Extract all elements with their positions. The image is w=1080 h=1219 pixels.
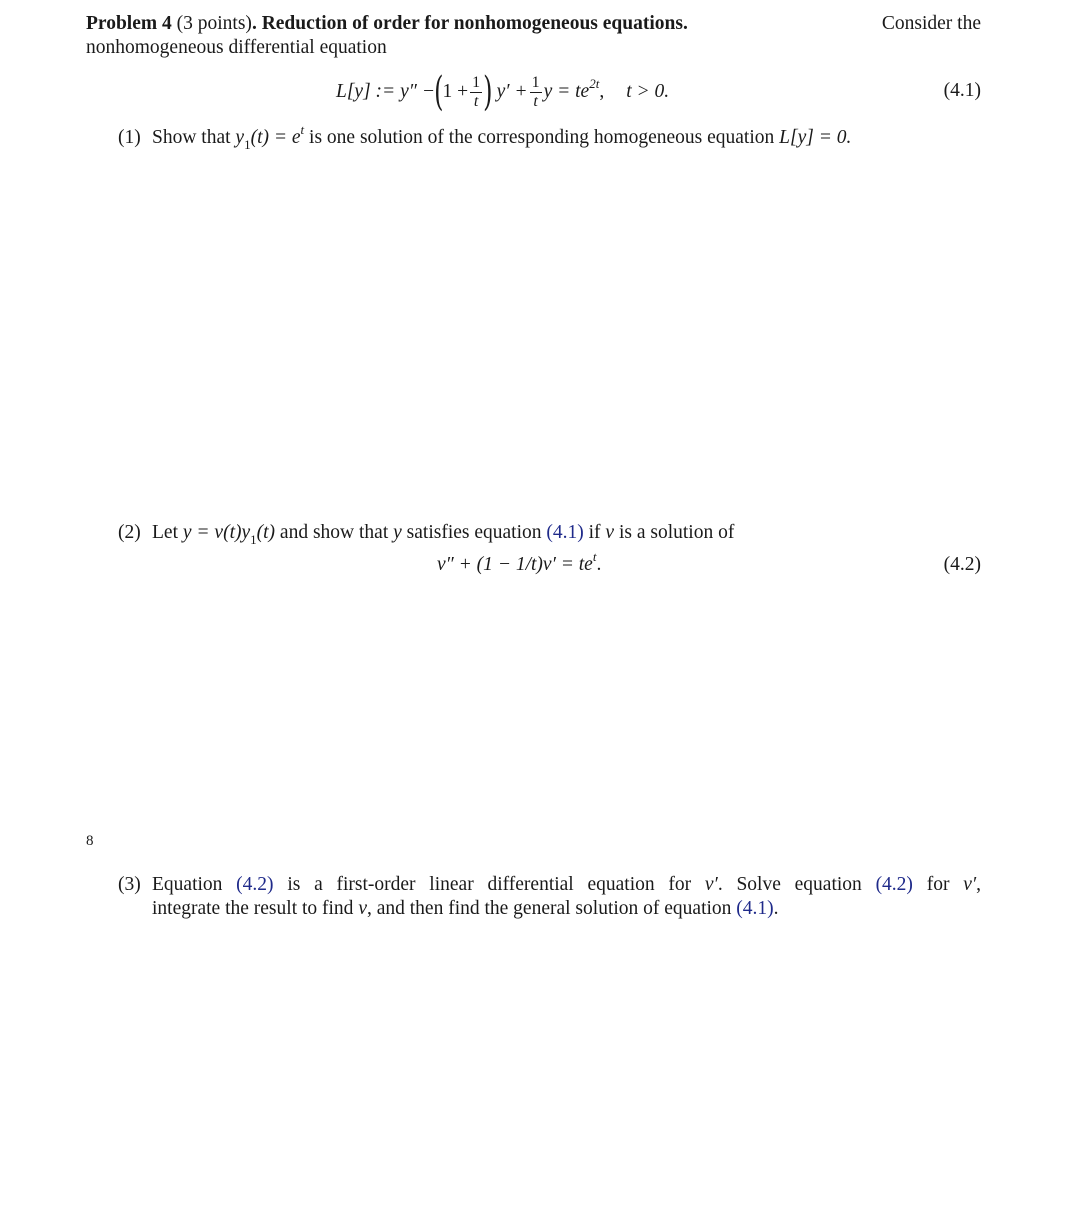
- fraction-numerator: 1: [531, 73, 540, 91]
- eq1-one-plus: 1 +: [442, 81, 469, 102]
- part-1-y1-symbol: y: [235, 127, 245, 148]
- part-2-body: [152, 521, 981, 545]
- part-3-text-c: . Solve equation: [717, 874, 862, 895]
- part-2-sub-arg: (t): [256, 522, 276, 543]
- eq1-rhs-comma: ,: [599, 81, 605, 102]
- part-2-sub-expr: y = v(t)y: [182, 522, 251, 543]
- problem-points-period: .: [251, 13, 257, 34]
- fraction-denominator: t: [533, 92, 538, 110]
- part-1-homogeneous-eq: L[y] = 0.: [779, 127, 852, 148]
- part-3-line2-b: , and then find the general solution of equation: [366, 898, 732, 919]
- eq1-mid: y′ +: [496, 81, 528, 102]
- eq1-rhs: [557, 75, 605, 103]
- equation-ref-link[interactable]: (4.1): [546, 522, 584, 543]
- part-1-y1-exponent: t: [300, 121, 305, 137]
- eq1-fraction-a: [470, 74, 482, 111]
- equation-number-4-1: (4.1): [943, 80, 981, 101]
- part-1-y1-subscript: 1: [244, 136, 251, 152]
- part-2-text-e: is a solution of: [618, 522, 735, 543]
- problem-heading: [86, 12, 688, 36]
- part-3-v-var: v: [358, 898, 367, 919]
- part-3-line2-c: .: [773, 898, 779, 919]
- problem-heading-line: [86, 12, 981, 36]
- eq1-condition: t > 0.: [626, 81, 670, 102]
- equation-ref-link[interactable]: (4.2): [875, 874, 913, 895]
- part-1-y1: [235, 121, 305, 152]
- part-2-label: (2): [118, 522, 141, 543]
- part-3-text-d: for: [926, 874, 950, 895]
- problem-intro-tail: Consider the: [881, 13, 981, 34]
- part-1-label: (1): [118, 127, 141, 148]
- eq2-period: .: [596, 554, 602, 575]
- part-3-line1: [152, 873, 981, 897]
- part-1-text-a: Show that: [152, 127, 231, 148]
- part-1-body: [152, 121, 981, 152]
- part-2-text-c: satisfies equation: [406, 522, 542, 543]
- part-1-text-b: is one solution of the corresponding homogeneous equation: [309, 127, 775, 148]
- part-2-text-d: if: [588, 522, 601, 543]
- equation-4-2: [437, 548, 602, 576]
- part-2-substitution: [182, 522, 276, 547]
- part-2: [118, 521, 981, 545]
- part-3-text-b: is a first-order linear differential equation for: [287, 874, 692, 895]
- part-3-line2: [152, 897, 981, 921]
- page-number: 8: [86, 833, 94, 849]
- eq2-expr: v″ + (1 − 1/t)v′ = te: [437, 554, 593, 575]
- part-3-text-e: ,: [976, 874, 982, 895]
- part-3-v-prime-a: v′: [704, 874, 718, 895]
- eq1-rhs-te: = te: [557, 81, 590, 102]
- part-1-y1-arg: (t) = e: [250, 127, 301, 148]
- right-paren-icon: ): [483, 69, 493, 115]
- part-3: [118, 873, 981, 921]
- problem-intro-line2: nonhomogeneous differential equation: [86, 37, 387, 58]
- equation-4-1: [336, 66, 669, 118]
- eq1-y: y: [543, 81, 553, 102]
- problem-intro: [86, 12, 981, 60]
- part-2-text-b: and show that: [279, 522, 389, 543]
- part-1: [118, 121, 981, 152]
- eq1-lhs: L[y] := y″ −: [336, 81, 435, 102]
- part-2-y-var: y: [393, 522, 402, 543]
- part-3-label: (3): [118, 874, 141, 895]
- part-2-text-a: Let: [152, 522, 178, 543]
- eq1-fraction-b: [530, 74, 542, 111]
- equation-number-4-2: (4.2): [943, 554, 981, 575]
- part-3-body: [152, 873, 981, 921]
- eq1-rhs-exponent: 2t: [589, 75, 600, 91]
- problem-title: Reduction of order for nonhomogeneous equations.: [261, 13, 688, 34]
- eq2-exponent: t: [592, 548, 597, 564]
- left-paren-icon: (: [434, 69, 444, 115]
- part-2-sub-subscript: 1: [250, 531, 257, 547]
- problem-points: (3 points): [176, 13, 252, 34]
- part-3-v-prime-b: v′: [963, 874, 977, 895]
- equation-ref-link[interactable]: (4.2): [236, 874, 274, 895]
- part-3-text-a: Equation: [152, 874, 223, 895]
- problem-label: Problem 4: [86, 13, 172, 34]
- fraction-numerator: 1: [472, 73, 481, 91]
- fraction-denominator: t: [473, 92, 479, 110]
- part-2-v-var: v: [605, 522, 615, 543]
- part-3-line2-a: integrate the result to find: [152, 898, 354, 919]
- equation-ref-link[interactable]: (4.1): [736, 898, 774, 919]
